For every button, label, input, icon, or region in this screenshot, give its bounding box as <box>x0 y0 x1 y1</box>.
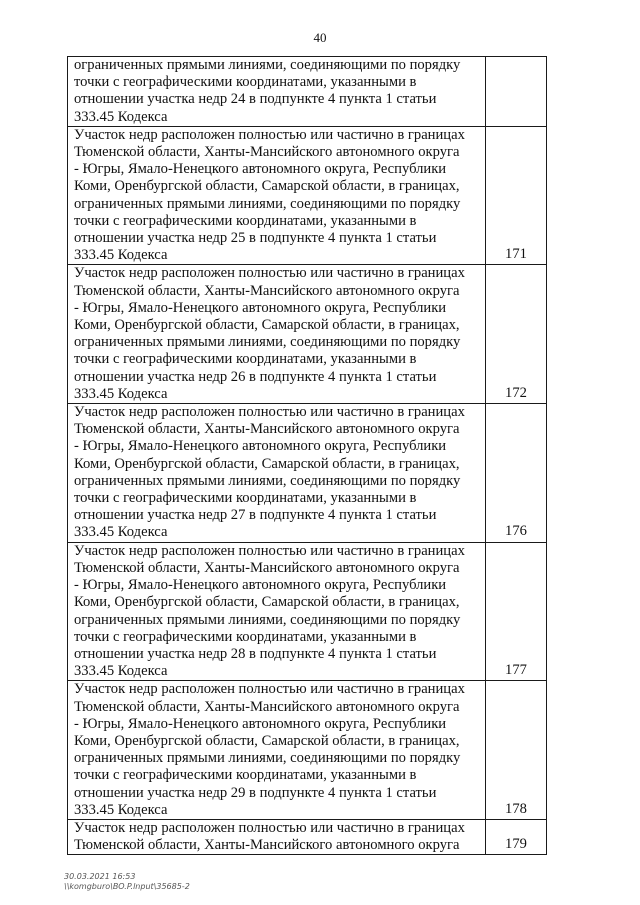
description-line: ограниченных прямыми линиями, соединяющими по порядку <box>74 472 461 489</box>
number-cell: 172 <box>486 265 547 404</box>
description-line: Участок недр расположен полностью или частично в границах <box>74 126 465 143</box>
description-line: - Югры, Ямало-Ненецкого автономного округа, Республики <box>74 577 447 594</box>
description-line: Тюменской области, Ханты-Мансийского автономного округа <box>74 144 460 161</box>
description-line: Участок недр расположен полностью или частично в границах <box>74 681 465 698</box>
number-cell: 179 <box>486 819 547 854</box>
description-line: 333.45 Кодекса <box>74 247 168 264</box>
description-cell <box>68 57 486 127</box>
description-line: Тюменской области, Ханты-Мансийского автономного округа <box>74 421 460 438</box>
description-line: отношении участка недр 28 в подпункте 4 пункта 1 статьи <box>74 645 437 662</box>
description-line: точки с географическими координатами, указанными в <box>74 628 417 645</box>
description-line: Участок недр расположен полностью или частично в границах <box>74 542 465 559</box>
description-line: 333.45 Кодекса <box>74 108 168 125</box>
description-line: - Югры, Ямало-Ненецкого автономного округа, Республики <box>74 161 447 178</box>
table-row <box>68 57 547 127</box>
table-body <box>68 57 547 855</box>
description-line: отношении участка недр 25 в подпункте 4 пункта 1 статьи <box>74 230 437 247</box>
description-cell <box>68 265 486 404</box>
description-line: Коми, Оренбургской области, Самарской области, в границах, <box>74 732 460 749</box>
description-line: отношении участка недр 29 в подпункте 4 пункта 1 статьи <box>74 784 437 801</box>
description-line: Участок недр расположен полностью или частично в границах <box>74 819 465 836</box>
description-line: 333.45 Кодекса <box>74 385 168 402</box>
number-cell <box>486 57 547 127</box>
description-line: Коми, Оренбургской области, Самарской области, в границах, <box>74 317 460 334</box>
footer-timestamp: 30.03.2021 16:53 <box>64 872 136 881</box>
description-line: - Югры, Ямало-Ненецкого автономного округа, Республики <box>74 715 447 732</box>
table-row <box>68 681 547 820</box>
table-row <box>68 819 547 854</box>
description-line: ограниченных прямыми линиями, соединяющими по порядку <box>74 57 461 73</box>
description-line: Коми, Оренбургской области, Самарской области, в границах, <box>74 594 460 611</box>
description-line: - Югры, Ямало-Ненецкого автономного округа, Республики <box>74 438 447 455</box>
footer-stamp <box>64 872 190 892</box>
table-row <box>68 265 547 404</box>
description-line: Тюменской области, Ханты-Мансийского автономного округа <box>74 837 460 854</box>
description-line: 333.45 Кодекса <box>74 524 168 541</box>
description-line: Коми, Оренбургской области, Самарской области, в границах, <box>74 455 460 472</box>
table-row <box>68 542 547 681</box>
description-line: точки с географическими координатами, указанными в <box>74 351 417 368</box>
description-line: отношении участка недр 27 в подпункте 4 пункта 1 статьи <box>74 507 437 524</box>
description-line: Участок недр расположен полностью или частично в границах <box>74 404 465 421</box>
description-cell <box>68 681 486 820</box>
document-table <box>67 56 547 855</box>
description-line: ограниченных прямыми линиями, соединяющими по порядку <box>74 334 461 351</box>
description-line: ограниченных прямыми линиями, соединяющими по порядку <box>74 611 461 628</box>
number-cell: 176 <box>486 404 547 543</box>
description-line: точки с географическими координатами, указанными в <box>74 490 417 507</box>
description-line: 333.45 Кодекса <box>74 801 168 818</box>
table-row <box>68 126 547 265</box>
footer-file-ref: \\komgburo\BO.P.lnput\35685-2 <box>64 882 190 891</box>
description-line: ограниченных прямыми линиями, соединяющими по порядку <box>74 195 461 212</box>
number-cell: 177 <box>486 542 547 681</box>
description-cell <box>68 819 486 854</box>
description-cell <box>68 404 486 543</box>
description-line: - Югры, Ямало-Ненецкого автономного округа, Республики <box>74 299 447 316</box>
description-line: точки с географическими координатами, указанными в <box>74 767 417 784</box>
description-line: ограниченных прямыми линиями, соединяющими по порядку <box>74 750 461 767</box>
description-line: точки с географическими координатами, указанными в <box>74 74 417 91</box>
description-cell <box>68 126 486 265</box>
description-line: отношении участка недр 26 в подпункте 4 пункта 1 статьи <box>74 368 437 385</box>
description-line: Тюменской области, Ханты-Мансийского автономного округа <box>74 559 460 576</box>
description-line: 333.45 Кодекса <box>74 663 168 680</box>
description-line: точки с географическими координатами, указанными в <box>74 212 417 229</box>
description-cell <box>68 542 486 681</box>
description-line: Коми, Оренбургской области, Самарской области, в границах, <box>74 178 460 195</box>
table-row <box>68 404 547 543</box>
description-line: Участок недр расположен полностью или частично в границах <box>74 265 465 282</box>
number-cell: 171 <box>486 126 547 265</box>
description-line: отношении участка недр 24 в подпункте 4 пункта 1 статьи <box>74 91 437 108</box>
description-line: Тюменской области, Ханты-Мансийского автономного округа <box>74 282 460 299</box>
page-number: 40 <box>313 30 327 45</box>
number-cell: 178 <box>486 681 547 820</box>
description-line: Тюменской области, Ханты-Мансийского автономного округа <box>74 698 460 715</box>
